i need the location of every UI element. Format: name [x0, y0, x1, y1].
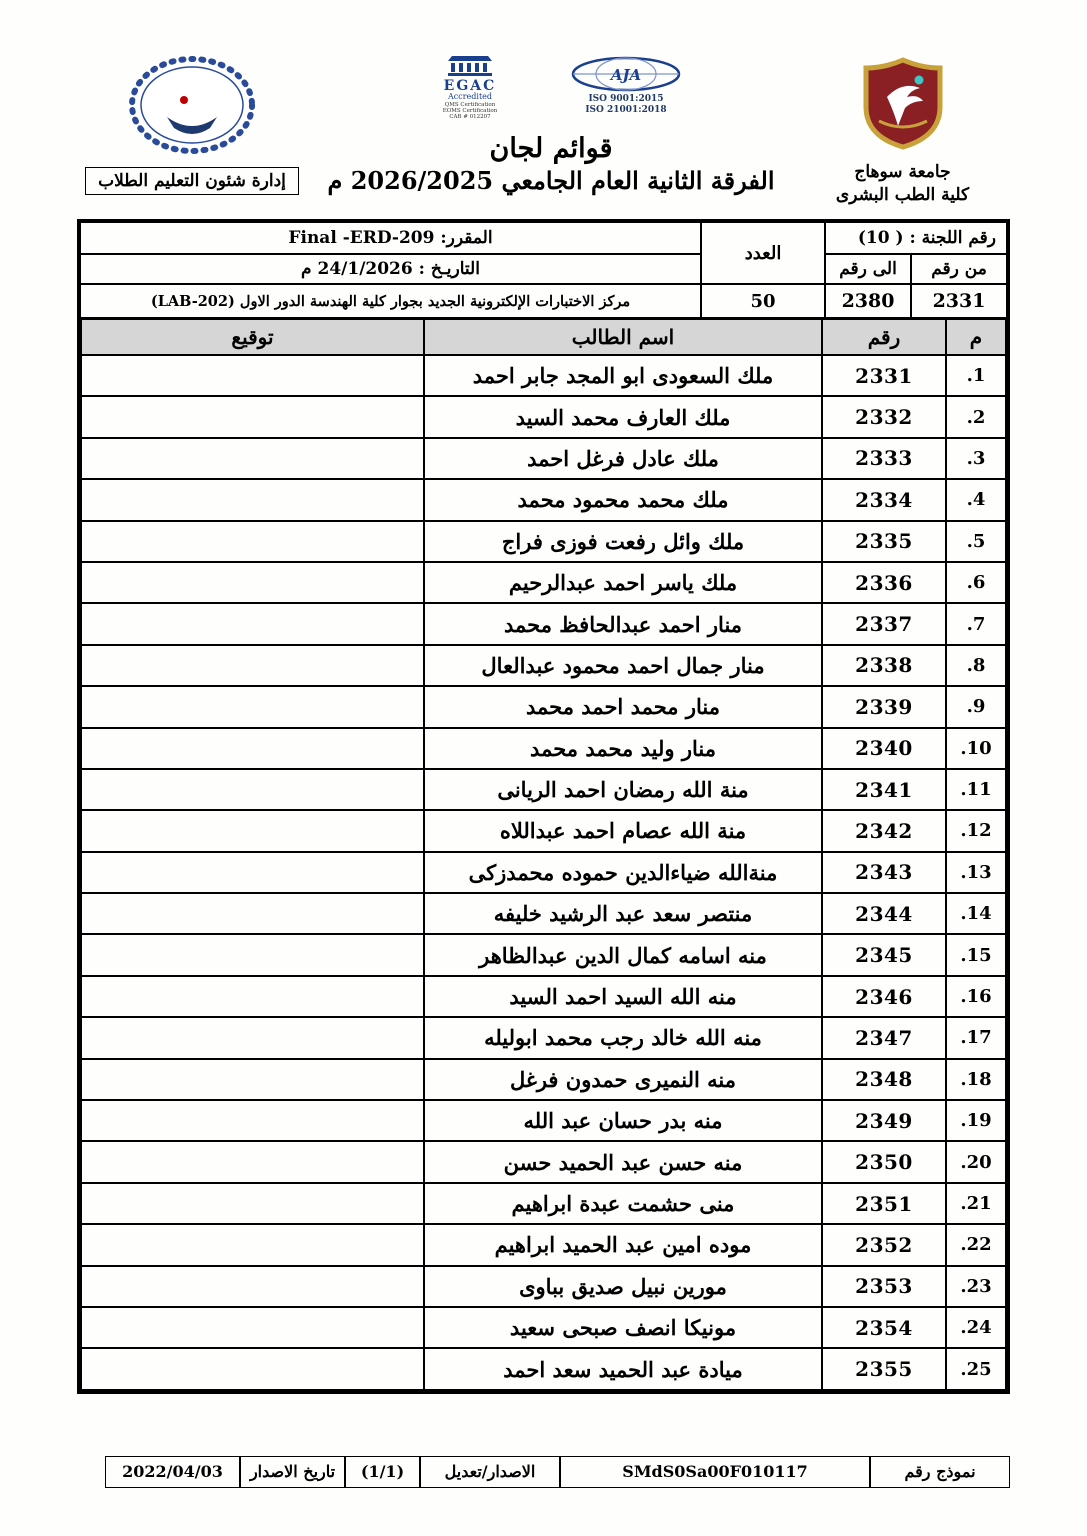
row-number: 2346: [822, 976, 946, 1017]
table-row: [81, 1100, 1006, 1141]
form-number-label: نموذج رقم: [870, 1456, 1010, 1488]
row-number: 2348: [822, 1059, 946, 1100]
table-row: [81, 645, 1006, 686]
row-student-name: منار محمد احمد محمد: [424, 686, 822, 727]
faculty-name: كلية الطب البشرى: [835, 184, 970, 205]
row-number: 2341: [822, 769, 946, 810]
table-row: [81, 1059, 1006, 1100]
university-block: [795, 55, 1010, 207]
table-row: [81, 1224, 1006, 1265]
row-student-name: منة الله رمضان احمد الريانى: [424, 769, 822, 810]
row-number: 2338: [822, 645, 946, 686]
row-signature-cell: [81, 438, 424, 479]
from-number-value: 2331: [911, 284, 1007, 318]
header-signature: توقيع: [81, 319, 424, 355]
row-serial: 22.: [946, 1224, 1006, 1265]
row-student-name: منة الله عصام احمد عبداللاه: [424, 810, 822, 851]
row-serial: 23.: [946, 1266, 1006, 1307]
row-signature-cell: [81, 1059, 424, 1100]
row-student-name: منى حشمت عبدة ابراهيم: [424, 1183, 822, 1224]
faculty-block: [77, 55, 307, 195]
row-serial: 25.: [946, 1348, 1006, 1389]
university-shield-icon: [859, 55, 947, 155]
aja-logo-text: AJA: [610, 66, 642, 84]
page-subtitle: الفرقة الثانية العام الجامعي 2026/2025 م: [327, 166, 775, 195]
student-table: [80, 318, 1007, 1391]
table-row: [81, 1141, 1006, 1182]
row-signature-cell: [81, 603, 424, 644]
student-table-header: [81, 319, 1006, 355]
table-row: [81, 852, 1006, 893]
row-serial: 14.: [946, 893, 1006, 934]
table-row: [81, 521, 1006, 562]
row-student-name: منار وليد محمد محمد: [424, 728, 822, 769]
row-signature-cell: [81, 1348, 424, 1389]
table-row: [81, 562, 1006, 603]
row-student-name: منار جمال احمد محمود عبدالعال: [424, 645, 822, 686]
row-student-name: ميادة عبد الحميد سعد احمد: [424, 1348, 822, 1389]
row-serial: 7.: [946, 603, 1006, 644]
row-signature-cell: [81, 934, 424, 975]
accreditation-logos: [418, 55, 684, 123]
row-serial: 5.: [946, 521, 1006, 562]
row-serial: 8.: [946, 645, 1006, 686]
course-field: المقرر: Final -ERD-209: [80, 222, 701, 254]
table-row: [81, 1307, 1006, 1348]
row-serial: 18.: [946, 1059, 1006, 1100]
row-signature-cell: [81, 1100, 424, 1141]
count-value: 50: [701, 284, 825, 318]
university-name: جامعة سوهاج: [854, 162, 951, 182]
exam-location: مركز الاختبارات الإلكترونية الجديد بجوار كلية الهندسة الدور الاول (LAB-202): [80, 284, 701, 318]
row-number: 2332: [822, 396, 946, 437]
row-signature-cell: [81, 1141, 424, 1182]
row-student-name: منه النميرى حمدون فرغل: [424, 1059, 822, 1100]
page-title: قوائم لجان: [489, 133, 613, 164]
row-serial: 19.: [946, 1100, 1006, 1141]
table-row: [81, 1183, 1006, 1224]
row-student-name: ملك ياسر احمد عبدالرحيم: [424, 562, 822, 603]
table-row: [81, 438, 1006, 479]
row-signature-cell: [81, 852, 424, 893]
row-signature-cell: [81, 479, 424, 520]
egac-cert-line1: QMS Certification: [444, 102, 496, 108]
row-serial: 1.: [946, 355, 1006, 396]
header-center-block: [307, 55, 795, 195]
row-signature-cell: [81, 562, 424, 603]
row-signature-cell: [81, 521, 424, 562]
row-number: 2342: [822, 810, 946, 851]
issue-date-label: تاريخ الاصدار: [240, 1456, 345, 1488]
header-number: رقم: [822, 319, 946, 355]
egac-cert-line2: EOMS Certification: [442, 108, 498, 114]
administration-label: إدارة شئون التعليم الطلاب: [85, 167, 299, 195]
table-row: [81, 893, 1006, 934]
row-serial: 13.: [946, 852, 1006, 893]
row-number: 2336: [822, 562, 946, 603]
row-serial: 20.: [946, 1141, 1006, 1182]
table-row: [81, 603, 1006, 644]
egac-cert-line3: CAB # 012207: [449, 114, 491, 119]
faculty-emblem-icon: [127, 55, 257, 159]
row-signature-cell: [81, 1183, 424, 1224]
table-row: [81, 1348, 1006, 1389]
row-number: 2352: [822, 1224, 946, 1265]
row-student-name: ملك السعودى ابو المجد جابر احمد: [424, 355, 822, 396]
table-row: [81, 686, 1006, 727]
row-student-name: مونيكا انصف صبحى سعيد: [424, 1307, 822, 1348]
row-signature-cell: [81, 355, 424, 396]
table-row: [81, 810, 1006, 851]
table-row: [81, 976, 1006, 1017]
row-student-name: منه الله السيد احمد السيد: [424, 976, 822, 1017]
table-row: [81, 934, 1006, 975]
row-student-name: ملك محمد محمود محمد: [424, 479, 822, 520]
row-serial: 11.: [946, 769, 1006, 810]
table-row: [81, 1017, 1006, 1058]
aja-globe-icon: [568, 55, 684, 119]
aja-iso1-text: ISO 9001:2015: [588, 94, 664, 104]
egac-accredited-text: Accredited: [447, 92, 493, 101]
row-signature-cell: [81, 686, 424, 727]
row-serial: 24.: [946, 1307, 1006, 1348]
row-student-name: موده امين عبد الحميد ابراهيم: [424, 1224, 822, 1265]
row-student-name: منه الله خالد رجب محمد ابوليله: [424, 1017, 822, 1058]
table-row: [81, 728, 1006, 769]
row-signature-cell: [81, 769, 424, 810]
row-number: 2337: [822, 603, 946, 644]
form-footer: [105, 1456, 1010, 1488]
row-student-name: ملك وائل رفعت فوزى فراج: [424, 521, 822, 562]
row-student-name: منار احمد عبدالحافظ محمد: [424, 603, 822, 644]
row-signature-cell: [81, 1224, 424, 1265]
to-number-value: 2380: [825, 284, 911, 318]
committee-number: رقم اللجنة : ( 10): [825, 222, 1007, 254]
version-label: الاصدار/تعديل: [420, 1456, 560, 1488]
row-number: 2343: [822, 852, 946, 893]
issue-date-value: 2022/04/03: [105, 1456, 240, 1488]
row-number: 2350: [822, 1141, 946, 1182]
row-number: 2340: [822, 728, 946, 769]
row-signature-cell: [81, 396, 424, 437]
row-serial: 21.: [946, 1183, 1006, 1224]
table-row: [81, 396, 1006, 437]
row-number: 2351: [822, 1183, 946, 1224]
table-row: [81, 479, 1006, 520]
row-signature-cell: [81, 1266, 424, 1307]
version-value: (1/1): [345, 1456, 420, 1488]
row-signature-cell: [81, 1017, 424, 1058]
from-number-label: من رقم: [911, 254, 1007, 284]
row-serial: 15.: [946, 934, 1006, 975]
row-number: 2339: [822, 686, 946, 727]
header-row: [81, 319, 1006, 355]
egac-logo-icon: [418, 55, 522, 123]
row-number: 2335: [822, 521, 946, 562]
row-student-name: منةالله ضياءالدين حموده محمدزكى: [424, 852, 822, 893]
row-student-name: ملك العارف محمد السيد: [424, 396, 822, 437]
row-serial: 9.: [946, 686, 1006, 727]
row-serial: 16.: [946, 976, 1006, 1017]
row-serial: 4.: [946, 479, 1006, 520]
row-serial: 3.: [946, 438, 1006, 479]
table-row: [81, 1266, 1006, 1307]
exam-date: التاريـخ : 24/1/2026 م: [80, 254, 701, 284]
exam-info-table: [80, 222, 1007, 318]
row-number: 2353: [822, 1266, 946, 1307]
count-label: العدد: [701, 222, 825, 284]
row-signature-cell: [81, 728, 424, 769]
row-signature-cell: [81, 810, 424, 851]
row-number: 2355: [822, 1348, 946, 1389]
to-number-label: الى رقم: [825, 254, 911, 284]
row-serial: 10.: [946, 728, 1006, 769]
aja-iso2-text: ISO 21001:2018: [585, 105, 667, 115]
row-student-name: ملك عادل فرغل احمد: [424, 438, 822, 479]
document-header: [77, 55, 1010, 207]
egac-logo-text: EGAC: [443, 78, 497, 94]
row-number: 2354: [822, 1307, 946, 1348]
row-student-name: منه بدر حسان عبد الله: [424, 1100, 822, 1141]
row-number: 2345: [822, 934, 946, 975]
row-number: 2347: [822, 1017, 946, 1058]
row-number: 2344: [822, 893, 946, 934]
row-number: 2331: [822, 355, 946, 396]
row-student-name: منه حسن عبد الحميد حسن: [424, 1141, 822, 1182]
row-signature-cell: [81, 976, 424, 1017]
row-student-name: منه اسامه كمال الدين عبدالظاهر: [424, 934, 822, 975]
row-serial: 2.: [946, 396, 1006, 437]
row-serial: 17.: [946, 1017, 1006, 1058]
header-serial: م: [946, 319, 1006, 355]
row-number: 2349: [822, 1100, 946, 1141]
form-number-value: SMdS0Sa00F010117: [560, 1456, 870, 1488]
row-serial: 6.: [946, 562, 1006, 603]
row-signature-cell: [81, 645, 424, 686]
row-student-name: مورين نبيل صديق بباوى: [424, 1266, 822, 1307]
row-student-name: منتصر سعد عبد الرشيد خليفه: [424, 893, 822, 934]
student-table-body: [81, 355, 1006, 1390]
row-number: 2334: [822, 479, 946, 520]
row-serial: 12.: [946, 810, 1006, 851]
row-number: 2333: [822, 438, 946, 479]
table-row: [81, 355, 1006, 396]
row-signature-cell: [81, 1307, 424, 1348]
table-row: [81, 769, 1006, 810]
committee-sheet: [77, 219, 1010, 1394]
header-name: اسم الطالب: [424, 319, 822, 355]
row-signature-cell: [81, 893, 424, 934]
